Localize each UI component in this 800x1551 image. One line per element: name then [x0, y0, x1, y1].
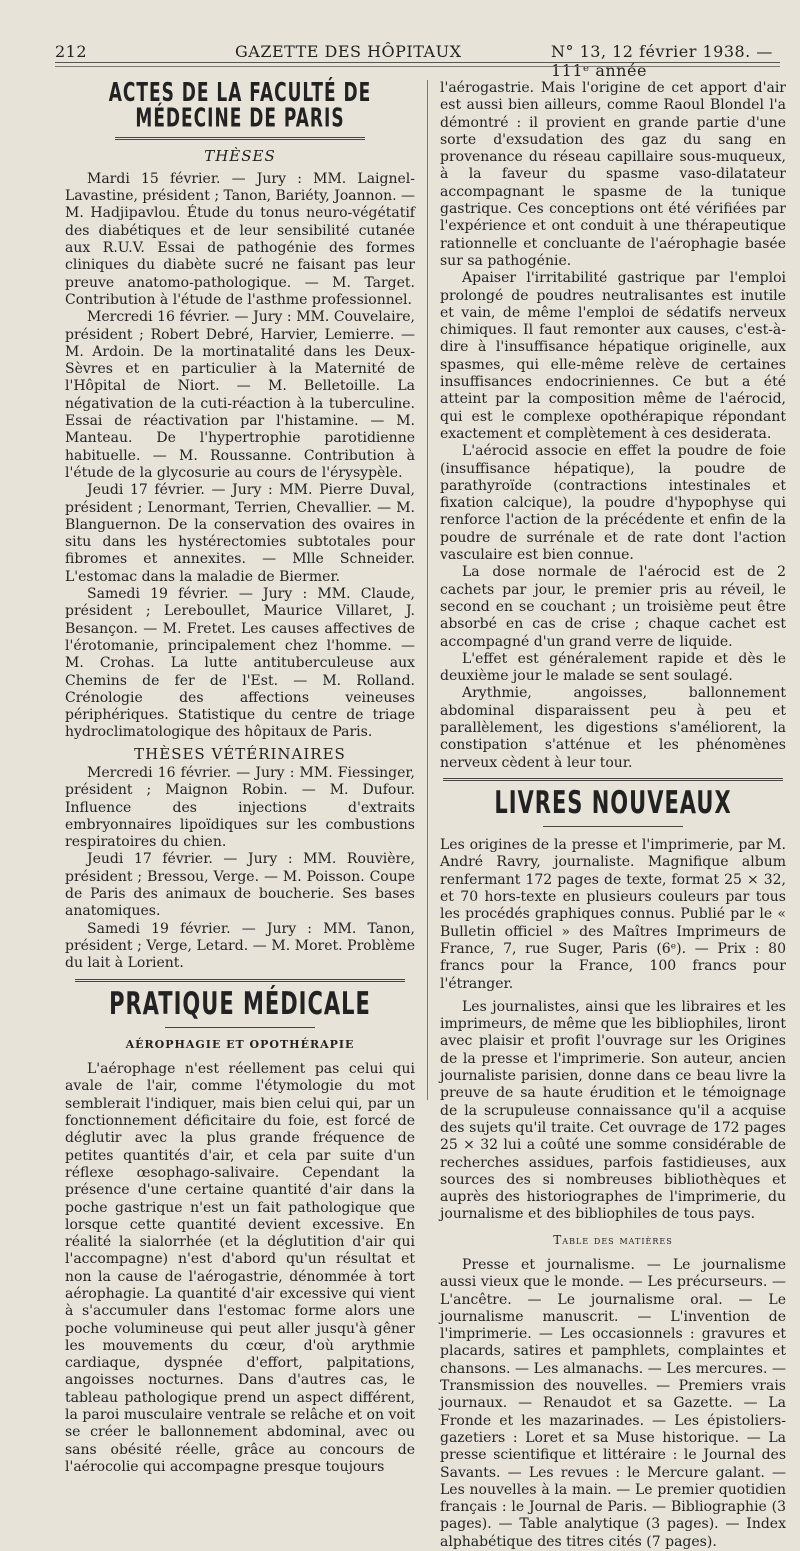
right-column	[440, 80, 786, 1551]
column-divider	[427, 80, 428, 1100]
page-number: 212	[55, 42, 88, 61]
section-rule	[115, 137, 365, 140]
thesis-entry: Jeudi 17 février. — Jury : MM. Pierre Duval, président ; Lenormant, Terrien, Chevallier. — M. Blanguernon. De la conservation des ovaires in situ dans les hystérectomies subtotales pour fibromes et annexites. — Mlle Schneider. L'estomac dans la maladie de Biermer.	[65, 482, 415, 585]
section-rule	[443, 778, 783, 781]
article-paragraph: La dose normale de l'aérocid est de 2 cachets par jour, le premier pris au réveil, le second en se couchant ; un troisième peut être absorbé en cas de crise ; chaque cachet est accompagné d'un grand verre de liquide.	[440, 564, 786, 650]
running-head	[55, 34, 780, 80]
vet-thesis-entry: Samedi 19 février. — Jury : MM. Tanon, président ; Verge, Letard. — M. Moret. Problème du lait à Lorient.	[65, 920, 415, 972]
vet-thesis-entry: Jeudi 17 février. — Jury : MM. Rouvière, président ; Bressou, Verge. — M. Poisson. Coupe de Paris des animaux de boucherie. Ses bases anatomiques.	[65, 851, 415, 920]
vet-theses-title: THÈSES VÉTÉRINAIRES	[134, 744, 346, 763]
toc-title: Table des matières	[553, 1232, 673, 1247]
book-entry: Les origines de la presse et l'imprimerie, par M. André Ravry, journaliste. Magnifique album renfermant 172 pages de texte, format 25 × 32, et 70 hors-texte en plusieurs couleurs par tous les procédés graphiques connus. Publié par le « Bulletin officiel » des Maîtres Imprimeurs de France, 7, rue Suger, Paris (6ᵉ). — Prix : 80 francs pour la France, 100 francs pour l'étranger.	[440, 837, 786, 992]
article-paragraph: L'aérophage n'est réellement pas celui qui avale de l'air, comme l'étymologie du mot semblerait l'indiquer, mais bien celui qui, par un fonctionnement déficitaire du foie, est forcé de déglutir avec la plus grande fréquence de petites quantités d'air, et cela par suite d'un réflexe œsophago-salivaire. Cependant la présence d'une certaine quantité d'air dans la poche gastrique n'est un fait pathologique que lorsque cette quantité devient excessive. En réalité la sialorrhée (et la déglutition d'air qui l'accompagne) n'est d'abord qu'un résultat et non la cause de l'aérogastrie, dénommée à tort aérophagie. La quantité d'air excessive qui vient à s'accumuler dans l'estomac forme alors une poche volumineuse qui peut aller jusqu'à gêner les mouvements du cœur, d'où arythmie cardiaque, dyspnée d'effort, palpitations, angoisses nocturnes. Dans d'autres cas, le tableau pathologique prend un aspect différent, la paroi musculaire ventrale se relâche et on voit se créer le ballonnement abdominal, avec ou sans obésité réelle, grâce au concours de l'aérocolie qui accompagne presque toujours	[65, 1061, 415, 1475]
faculty-section-title: ACTES DE LA FACULTÉ DE MÉDECINE DE PARIS	[108, 78, 372, 135]
vet-thesis-entry: Mercredi 16 février. — Jury : MM. Fiessinger, président ; Maignon Robin. — M. Dufour. Influence des injections d'extraits embryonnaires lipoïdiques sur les combustions respiratoires du chien.	[65, 764, 415, 851]
article-paragraph: L'aérocid associe en effet la poudre de foie (insuffisance hépatique), la poudre de parathyroïde (contractions intestinales et fixation calcique), la poudre d'hypophyse qui renforce l'action de la précédente et enfin de la poudre de surrénale et de rate dont l'action vasculaire est bien connue.	[440, 443, 786, 564]
issue-info: N° 13, 12 février 1938. — 111ᵉ année	[551, 42, 773, 80]
section-rule	[543, 826, 683, 827]
livres-title: LIVRES NOUVEAUX	[494, 784, 732, 821]
article-paragraph: L'effet est généralement rapide et dès le deuxième jour le malade se sent soulagé.	[440, 650, 786, 685]
section-rule	[165, 1027, 315, 1028]
article-paragraph: Arythmie, angoisses, ballonnement abdominal disparaissent peu à peu et parallèlement, les digestions s'améliorent, la constipation s'atténue et les phénomènes nerveux cèdent à leur tour.	[440, 685, 786, 771]
header-rule	[55, 66, 780, 67]
theses-title: THÈSES	[204, 146, 276, 165]
article-paragraph: l'aérogastrie. Mais l'origine de cet apport d'air est aussi bien ailleurs, comme Raoul Blondel l'a démontré : il provient en grande partie d'une sorte d'exsudation des gaz du sang en provenance du réseau capillaire sous-muqueux, à la faveur du spasme vaso-dilatateur accompagnant le spasme de la tunique gastrique. Ces conceptions ont été vérifiées par l'expérience et ont conduit à une thérapeutique rationnelle et concluante de l'aérophagie basée sur sa pathogénie.	[440, 80, 786, 269]
thesis-entry: Samedi 19 février. — Jury : MM. Claude, président ; Lereboullet, Maurice Villaret, J. Besançon. — M. Fretet. Les causes affectives de l'érotomanie, principalement chez l'homme. — M. Crohas. La lutte antituberculeuse aux Chemins de fer de l'Est. — M. Rolland. Crénologie des affections veineuses périphériques. Statistique du centre de triage hydroclimatologique des hôpitaux de Paris.	[65, 586, 415, 741]
journal-title: GAZETTE DES HÔPITAUX	[235, 42, 462, 61]
book-review: Les journalistes, ainsi que les libraires et les imprimeurs, de même que les bibliophiles, liront avec plaisir et profit l'ouvrage sur les Origines de la presse et l'imprimerie. Son auteur, ancien journaliste parisien, donne dans ce beau livre la preuve de sa haute érudition et le témoignage de la scrupuleuse connaissance qu'il a acquise des sujets qu'il traite. Cet ouvrage de 172 pages 25 × 32 lui a coûté une somme considérable de recherches assidues, parfois fastidieuses, aux sources des si nombreuses bibliothèques et auprès des historiographes de l'imprimerie, du journalisme et des bibliophiles de tous pays.	[440, 998, 786, 1223]
thesis-entry: Mardi 15 février. — Jury : MM. Laignel-Lavastine, président ; Tanon, Bariéty, Joannon. — M. Hadjipavlou. Étude du tonus neuro-végétatif des diabétiques et de leur sensibilité cutanée aux R.U.V. Essai de pathogénie des formes cliniques du diabète sucré ne faisant pas leur preuve anatomo-pathologique. — M. Target. Contribution à l'étude de l'asthme professionnel.	[65, 170, 415, 308]
left-column	[65, 80, 415, 1476]
pratique-title: PRATIQUE MÉDICALE	[109, 985, 371, 1022]
section-rule	[75, 979, 405, 982]
toc-text: Presse et journalisme. — Le journalisme aussi vieux que le monde. — Les précurseurs. — L'ancêtre. — Le journalisme oral. — Le journalisme manuscrit. — L'invention de l'imprimerie. — Les occasionnels : gravures et placards, satires et pamphlets, complaintes et chansons. — Les almanachs. — Les mercures. — Transmission des nouvelles. — Premiers vrais journaux. — Renaudot et sa Gazette. — La Fronde et les mazarinades. — Les épistoliers-gazetiers : Loret et sa Muse historique. — La presse scientifique et littéraire : le Journal des Savants. — Les revues : le Mercure galant. — Les nouvelles à la main. — Le premier quotidien français : le Journal de Paris. — Bibliographie (3 pages). — Table analytique (3 pages). — Index alphabétique des titres cités (7 pages).	[440, 1257, 786, 1550]
thesis-entry: Mercredi 16 février. — Jury : MM. Couvelaire, président ; Robert Debré, Harvier, Lemierre. — M. Ardoin. De la mortinatalité dans les Deux-Sèvres et en particulier à la Maternité de l'Hôpital de Niort. — M. Belletoille. La négativation de la cuti-réaction à la tuberculine. Essai de réactivation par l'histamine. — M. Manteau. De l'hypertrophie parotidienne habituelle. — M. Roussanne. Contribution à l'étude de la glycosurie au cours de l'érysypèle.	[65, 309, 415, 481]
article-title: AÉROPHAGIE ET OPOTHÉRAPIE	[125, 1037, 355, 1051]
article-paragraph: Apaiser l'irritabilité gastrique par l'emploi prolongé de poudres neutralisantes est inutile et vain, de même l'emploi de sédatifs nerveux chimiques. Il faut remonter aux causes, c'est-à-dire à l'insuffisance hépatique originelle, aux spasmes, qui elle-même relève de certaines insuffisances endocriniennes. Ce but a été atteint par la composition même de l'aérocid, qui est le complexe opothérapique répondant exactement et complètement à ces desiderata.	[440, 270, 786, 442]
